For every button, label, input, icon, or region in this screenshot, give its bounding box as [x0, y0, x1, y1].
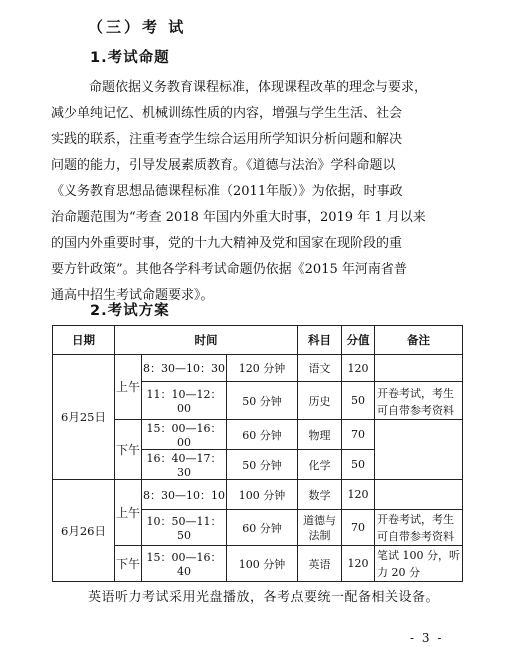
table-row [53, 420, 463, 450]
subject-cell: 历史 [298, 382, 342, 420]
table-row [53, 480, 463, 510]
header-note: 备注 [375, 326, 463, 355]
table-row [53, 355, 463, 382]
time-cell: 8：30—10：30 [142, 355, 227, 382]
duration-cell: 50 分钟 [227, 382, 298, 420]
afternoon-cell-day2: 下午 [115, 546, 142, 582]
subject-cell: 道德与法制 [298, 510, 342, 546]
time-cell: 11：10—12：00 [142, 382, 227, 420]
table-row [53, 546, 463, 582]
duration-cell: 100 分钟 [227, 546, 298, 582]
section-title: （三）考 试 [88, 18, 187, 36]
note-cell-open-book: 开卷考试，考生可自带参考资料 [375, 382, 463, 420]
score-cell: 50 [342, 450, 375, 480]
date-cell-day1: 6月25日 [53, 355, 115, 480]
note-cell-open-book: 开卷考试，考生可自带参考资料 [375, 510, 463, 546]
score-cell: 120 [342, 546, 375, 582]
morning-cell-day2: 上午 [115, 480, 142, 546]
subject-cell: 化学 [298, 450, 342, 480]
header-date: 日期 [53, 326, 115, 355]
duration-cell: 50 分钟 [227, 450, 298, 480]
table-header-row [53, 326, 463, 355]
duration-cell: 60 分钟 [227, 510, 298, 546]
score-cell: 50 [342, 382, 375, 420]
score-cell: 70 [342, 510, 375, 546]
morning-cell-day1: 上午 [115, 355, 142, 420]
score-cell: 120 [342, 355, 375, 382]
subject-cell: 数学 [298, 480, 342, 510]
time-cell: 8：30—10：10 [142, 480, 227, 510]
header-subject: 科目 [298, 326, 342, 355]
subsection-title-exam-proposition: 1.考试命题 [90, 50, 170, 66]
header-time: 时间 [115, 326, 298, 355]
subsection-title-exam-plan: 2.考试方案 [90, 303, 170, 319]
afternoon-cell-day1: 下午 [115, 420, 142, 480]
exam-proposition-paragraph: 命题依据义务教育课程标准，体现课程改革的理念与要求， 减少单纯记忆、机械训练性质的内容，增强与学生生活、社会 实践的联系，注重考查学生综合运用所学知识分析问题和解决 问题的能力，引导发展素质教育。《道德与法治》学科命题以 《义务教育思想品德课程标准（2011年版）》为依据，时事政 治命题范围为“考查 2018 年国内外重大时事，2019 年 1 月以来 的国内外重要时事，党的十九大精神及党和国家在现阶段的重 要方针政策”。其他各学科考试命题仍依据《2015 年河南省普 通高中招生考试命题要求》。 [51, 80, 428, 303]
exam-schedule-table [52, 325, 463, 582]
header-score: 分值 [342, 326, 375, 355]
subject-cell: 物理 [298, 420, 342, 450]
subject-cell: 英语 [298, 546, 342, 582]
duration-cell: 120 分钟 [227, 355, 298, 382]
note-cell-empty [375, 355, 463, 382]
note-cell-english: 笔试 100 分，听力 20 分 [375, 546, 463, 582]
subject-cell: 语文 [298, 355, 342, 382]
time-cell: 16：40—17：30 [142, 450, 227, 480]
duration-cell: 100 分钟 [227, 480, 298, 510]
date-cell-day2: 6月26日 [53, 480, 115, 582]
time-cell: 15：00—16：40 [142, 546, 227, 582]
duration-cell: 60 分钟 [227, 420, 298, 450]
page-number: - 3 - [410, 631, 444, 645]
score-cell: 70 [342, 420, 375, 450]
footnote-listening: 英语听力考试采用光盘播放，各考点要统一配备相关设备。 [88, 590, 440, 605]
time-cell: 15：00—16：00 [142, 420, 227, 450]
time-cell: 10：50—11：50 [142, 510, 227, 546]
note-cell-empty [375, 480, 463, 510]
score-cell: 120 [342, 480, 375, 510]
note-cell-empty [375, 420, 463, 480]
